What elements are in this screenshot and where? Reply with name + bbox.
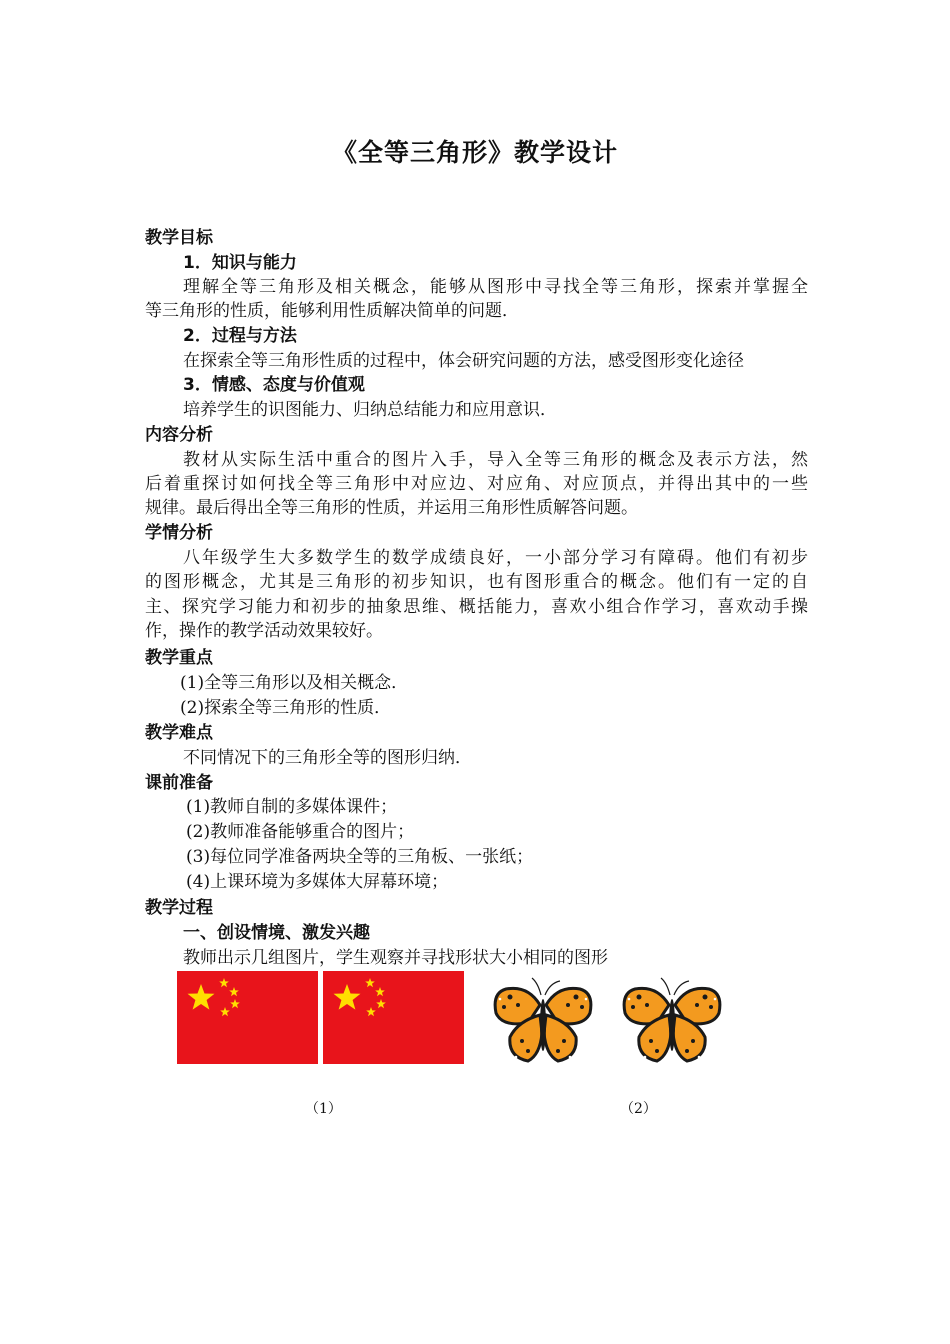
list-item: (2)探索全等三角形的性质．: [180, 698, 392, 718]
section-heading-content: 内容分析: [145, 425, 213, 445]
subheading-attitude: 3．情感、态度与价值观: [183, 375, 365, 395]
butterfly-image: [488, 975, 598, 1070]
paragraph-line: 规律。最后得出全等三角形的性质，并运用三角形性质解答问题。: [145, 498, 638, 518]
subheading-process: 2．过程与方法: [183, 326, 297, 346]
subheading-step1: 一、创设情境、激发兴趣: [183, 923, 370, 943]
paragraph-line: 作，操作的教学活动效果较好。: [145, 621, 383, 641]
section-heading-prep: 课前准备: [145, 773, 213, 793]
paragraph-line: 在探索全等三角形性质的过程中，体会研究问题的方法，感受图形变化途径: [183, 351, 744, 371]
paragraph-line: 八年级学生大多数学生的数学成绩良好，一小部分学习有障碍。他们有初步: [183, 548, 808, 568]
list-item: (1)教师自制的多媒体课件；: [186, 797, 398, 817]
section-heading-goals: 教学目标: [145, 228, 213, 248]
chinese-flag-image: [177, 971, 318, 1064]
paragraph-line: 后着重探讨如何找全等三角形中对应边、对应角、对应顶点，并得出其中的一些: [145, 474, 808, 494]
section-heading-key: 教学重点: [145, 648, 213, 668]
butterfly-image: [617, 975, 727, 1070]
document-title: 《全等三角形》教学设计: [331, 138, 618, 167]
paragraph-line: 教材从实际生活中重合的图片入手，导入全等三角形的概念及表示方法，然: [183, 450, 808, 470]
figure-caption-2: （2）: [620, 1101, 657, 1117]
subheading-knowledge: 1．知识与能力: [183, 253, 297, 273]
figure-caption-1: （1）: [305, 1101, 342, 1117]
section-heading-students: 学情分析: [145, 523, 213, 543]
paragraph-line: 教师出示几组图片，学生观察并寻找形状大小相同的图形: [183, 948, 608, 968]
paragraph-line: 的图形概念，尤其是三角形的初步知识，也有图形重合的概念。他们有一定的自: [145, 572, 808, 592]
paragraph-line: 理解全等三角形及相关概念，能够从图形中寻找全等三角形，探索并掌握全: [183, 277, 808, 297]
paragraph-line: 等三角形的性质，能够利用性质解决简单的问题．: [145, 301, 519, 321]
list-item: (3)每位同学准备两块全等的三角板、一张纸；: [186, 847, 534, 867]
list-item: (2)教师准备能够重合的图片；: [186, 822, 415, 842]
paragraph-line: 主、探究学习能力和初步的抽象思维、概括能力，喜欢小组合作学习，喜欢动手操: [145, 597, 808, 617]
list-item: (1)全等三角形以及相关概念．: [180, 673, 409, 693]
section-heading-process: 教学过程: [145, 898, 213, 918]
section-heading-difficulty: 教学难点: [145, 723, 213, 743]
paragraph-line: 不同情况下的三角形全等的图形归纳．: [183, 748, 472, 768]
chinese-flag-image: [323, 971, 464, 1064]
paragraph-line: 培养学生的识图能力、归纳总结能力和应用意识．: [183, 400, 557, 420]
list-item: (4)上课环境为多媒体大屏幕环境；: [186, 872, 449, 892]
